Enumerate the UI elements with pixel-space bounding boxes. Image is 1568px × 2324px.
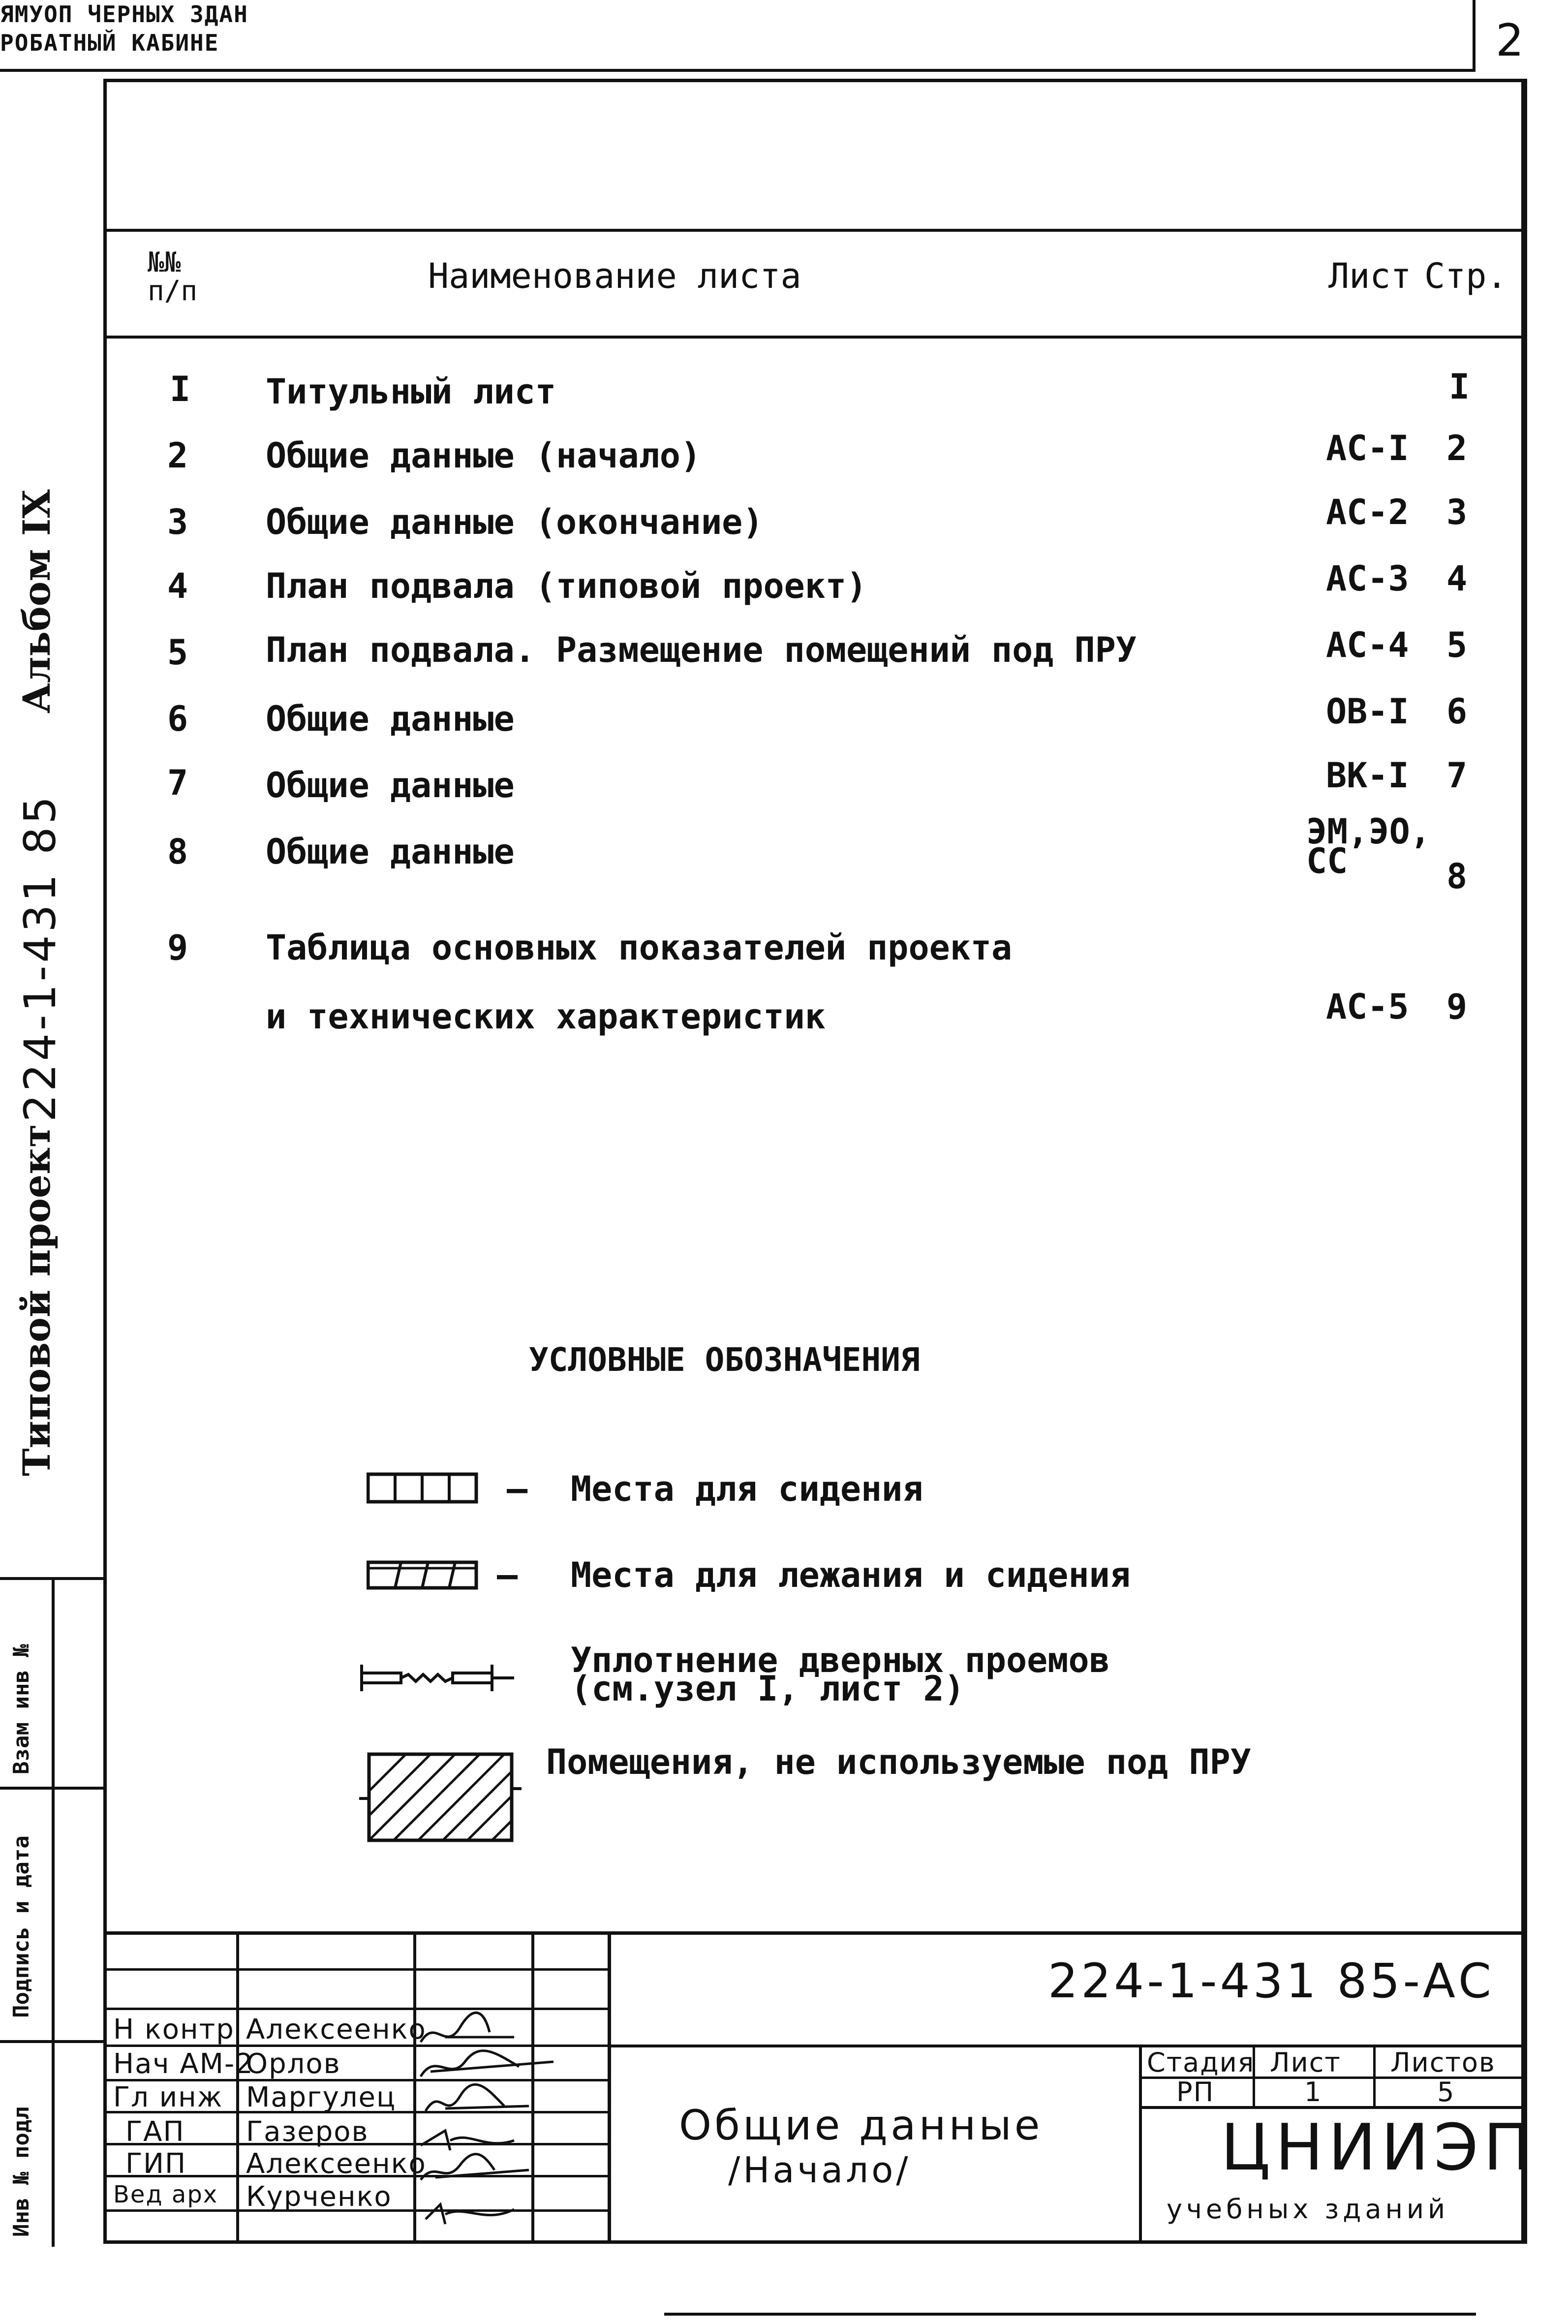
right-side-line xyxy=(1521,79,1527,2244)
person-role: Нач АМ-2 xyxy=(113,2048,254,2080)
legend-dash: — xyxy=(507,1469,528,1509)
door-seal-symbol xyxy=(357,1661,519,1695)
seating-symbol xyxy=(367,1471,480,1506)
toc-row-name: Общие данные (начало) xyxy=(266,435,702,476)
sheet-label: Лист xyxy=(1270,2047,1341,2078)
legend-item-text: Уплотнение дверных проемов (см.узел I, лист 2) xyxy=(571,1640,1110,1709)
toc-row-name: Общие данные (окончание) xyxy=(266,502,764,542)
lying-seating-symbol xyxy=(367,1557,480,1592)
person-name: Маргулец xyxy=(246,2081,397,2113)
project-code: 224-1-431 85 xyxy=(15,793,65,1122)
corner-text xyxy=(0,0,248,57)
legend-item-text: Места для сидения xyxy=(571,1469,923,1509)
toc-header-bottom-line xyxy=(107,336,1524,339)
toc-header-top-line xyxy=(107,229,1524,232)
toc-row-num: 4 xyxy=(167,566,188,606)
toc-row-name: План подвала (типовой проект) xyxy=(266,566,867,606)
title-block-top xyxy=(107,1931,1524,1935)
stamp-strip xyxy=(0,1577,103,2247)
signatures xyxy=(416,2008,578,2244)
legend-item-text: Места для лежания и сидения xyxy=(571,1555,1131,1595)
toc-row-page: 9 xyxy=(1446,987,1468,1027)
toc-row-sheet: ВК-I xyxy=(1326,755,1409,796)
person-name: Газеров xyxy=(246,2116,369,2148)
toc-row-page: I xyxy=(1449,367,1470,407)
toc-row-page: 4 xyxy=(1446,558,1468,599)
people-col-1 xyxy=(236,1931,239,2244)
toc-row-num: 9 xyxy=(167,928,188,968)
stage-value: РП xyxy=(1176,2076,1215,2107)
corner-line-1: ЯМУОП ЧЕРНЫХ ЗДАН xyxy=(0,1,248,28)
toc-row-num: 8 xyxy=(167,832,188,872)
project-label: Типовой проект xyxy=(15,1124,59,1476)
person-role: ГАП xyxy=(125,2116,185,2148)
toc-row-num: 7 xyxy=(167,763,188,803)
sheets-value: 5 xyxy=(1437,2076,1455,2107)
stamp-inv-podl: Инв № подл xyxy=(9,2107,34,2237)
person-name: Алексеенко xyxy=(246,2148,427,2180)
toc-header-num: №№ п/п xyxy=(148,247,198,307)
person-name: Орлов xyxy=(246,2048,341,2080)
toc-row-num: 6 xyxy=(167,699,188,739)
toc-row-sheet: АС-2 xyxy=(1326,492,1409,532)
stamp-signature-date: Подпись и дата xyxy=(9,1835,34,2018)
stage-table xyxy=(1139,2046,1537,2244)
toc-row-page: 3 xyxy=(1446,492,1468,532)
document-code: 224-1-431 85-АС xyxy=(1048,1953,1494,2009)
sheet-title-line-2: /Начало/ xyxy=(728,2149,911,2191)
legend-dash: — xyxy=(497,1555,518,1595)
toc-row-sheet: ОВ-I xyxy=(1326,691,1409,732)
person-role: ГИП xyxy=(125,2148,187,2180)
toc-row-sheet: ЭМ,ЭО, СС xyxy=(1306,811,1431,881)
title-block-left-divider xyxy=(608,1931,611,2244)
top-line xyxy=(0,69,1473,72)
organization-sub: учебных зданий xyxy=(1167,2194,1449,2225)
person-role: Гл инж xyxy=(113,2081,223,2113)
sheets-label: Листов xyxy=(1390,2047,1496,2078)
toc-row-sheet: АС-I xyxy=(1326,428,1409,468)
toc-row-page: 7 xyxy=(1446,755,1468,796)
page-number-divider xyxy=(1473,0,1476,72)
organization: ЦНИИЭП xyxy=(1221,2110,1537,2185)
toc-header-sheet: Лист xyxy=(1328,256,1412,296)
person-name: Курченко xyxy=(246,2181,392,2213)
toc-row-num: 5 xyxy=(167,632,188,673)
toc-row-name: Общие данные xyxy=(266,765,515,806)
legend-title: УСЛОВНЫЕ ОБОЗНАЧЕНИЯ xyxy=(529,1341,920,1379)
bottom-edge xyxy=(664,2313,1476,2316)
person-name: Алексеенко xyxy=(246,2014,427,2045)
sheet-title xyxy=(679,2101,1043,2191)
toc-row-name: План подвала. Размещение помещений под ПРУ xyxy=(266,630,1137,670)
toc-row-page: 8 xyxy=(1446,856,1468,897)
person-role: Вед арх xyxy=(113,2181,218,2208)
toc-row-page: 5 xyxy=(1446,625,1468,665)
toc-row-sheet: АС-3 xyxy=(1326,558,1409,599)
toc-header-name: Наименование листа xyxy=(428,256,801,296)
toc-row-name: и технических характеристик xyxy=(266,996,826,1037)
toc-row-name: Титульный лист xyxy=(266,372,556,412)
toc-row-num: 2 xyxy=(167,435,188,476)
toc-row-sheet: АС-5 xyxy=(1326,987,1409,1027)
toc-row-sheet: АС-4 xyxy=(1326,625,1409,665)
legend-item-text: Помещения, не используемые под ПРУ xyxy=(546,1742,1251,1782)
toc-row-num: I xyxy=(170,369,191,409)
album-label: Альбом IX xyxy=(15,489,59,713)
toc-row-name: Общие данные xyxy=(266,699,515,739)
toc-header-page: Стр. xyxy=(1424,256,1507,296)
toc-row-page: 2 xyxy=(1446,428,1468,468)
sheet-value: 1 xyxy=(1304,2076,1322,2107)
hatched-room-symbol xyxy=(357,1749,524,1848)
person-role: Н контр xyxy=(113,2014,235,2045)
stamp-vzam-inv: Взам инв № xyxy=(9,1644,34,1774)
toc-row-name: Общие данные xyxy=(266,832,515,872)
page-number: 2 xyxy=(1496,15,1524,66)
stage-label: Стадия xyxy=(1147,2047,1255,2078)
toc-row-name: Таблица основных показателей проекта xyxy=(266,928,1013,968)
corner-line-2: РОБАТНЫЙ КАБИНЕ xyxy=(0,30,219,56)
sheet-title-line-1: Общие данные xyxy=(679,2101,1043,2149)
toc-row-page: 6 xyxy=(1446,691,1468,732)
toc-row-num: 3 xyxy=(167,502,188,542)
